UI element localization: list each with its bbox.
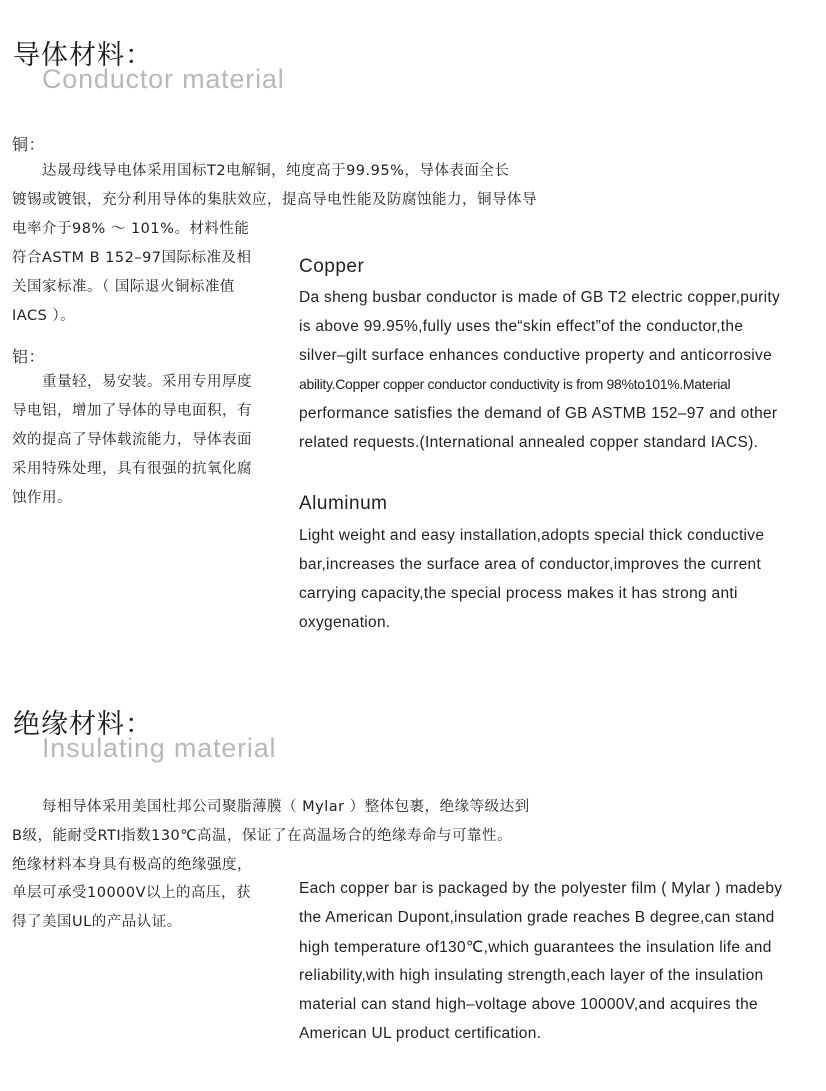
aluminum-en-line: bar,increases the surface area of conductor,improves the current bbox=[299, 556, 762, 573]
aluminum-cn-line: 采用特殊处理，具有很强的抗氧化腐 bbox=[12, 461, 252, 477]
insulating-en-line: reliability,with high insulating strength,each layer of the insulation bbox=[299, 967, 764, 984]
copper-cn-line: 电率介于98% ～ 101%。材料性能 bbox=[12, 221, 250, 237]
copper-en-line: is above 99.95%,fully uses the“skin effect”of the conductor,the bbox=[299, 318, 744, 335]
aluminum-cn-line: 效的提高了导体载流能力，导体表面 bbox=[12, 432, 252, 448]
insulating-en-line: the American Dupont,insulation grade reaches B degree,can stand bbox=[299, 909, 775, 926]
insulating-en-line: material can stand high–voltage above 10000V,and acquires the bbox=[299, 996, 758, 1013]
aluminum-heading-cn: 铝： bbox=[12, 347, 46, 366]
copper-cn-line: IACS ）。 bbox=[12, 308, 76, 324]
insulating-cn-line: 绝缘材料本身具有极高的绝缘强度， bbox=[12, 857, 252, 873]
copper-en-line: ability.Copper copper conductor conductivity is from 98%to101%.Material bbox=[299, 376, 731, 392]
aluminum-en-line: oxygenation. bbox=[299, 614, 391, 631]
conductor-title-cn: 导体材料： bbox=[13, 40, 153, 71]
insulating-title-en: Insulating material bbox=[42, 733, 277, 763]
aluminum-cn-line: 蚀作用。 bbox=[12, 490, 72, 506]
copper-en-line: silver–gilt surface enhances conductive property and anticorrosive bbox=[299, 347, 772, 364]
copper-cn-line: 镀锡或镀银，充分利用导体的集肤效应，提高导电性能及防腐蚀能力，铜导体导 bbox=[12, 192, 537, 208]
insulating-cn-line: 得了美国UL的产品认证。 bbox=[12, 914, 182, 930]
copper-heading-cn: 铜： bbox=[12, 135, 46, 154]
copper-en-line: performance satisfies the demand of GB ASTMB 152–97 and other bbox=[299, 405, 778, 422]
copper-en-line: Da sheng busbar conductor is made of GB T2 electric copper,purity bbox=[299, 289, 781, 306]
insulating-title-cn: 绝缘材料： bbox=[13, 709, 153, 740]
aluminum-heading-en: Aluminum bbox=[299, 493, 388, 514]
copper-cn-line: 符合ASTM B 152–97国际标准及相 bbox=[12, 250, 252, 266]
insulating-cn-line: 单层可承受10000V以上的高压，获 bbox=[12, 885, 252, 901]
aluminum-cn-line: 导电铝，增加了导体的导电面积，有 bbox=[12, 403, 252, 419]
insulating-en-line: Each copper bar is packaged by the polyester film ( Mylar ) madeby bbox=[299, 880, 783, 897]
conductor-title-en: Conductor material bbox=[42, 64, 285, 94]
insulating-cn-line: B级，能耐受RTI指数130℃高温，保证了在高温场合的绝缘寿命与可靠性。 bbox=[12, 828, 513, 844]
copper-en-line: related requests.(International annealed copper standard IACS). bbox=[299, 434, 759, 451]
insulating-en-line: American UL product certification. bbox=[299, 1025, 542, 1042]
copper-cn-line: 关国家标准。（ 国际退火铜标准值 bbox=[12, 279, 235, 295]
insulating-en-line: high temperature of130℃,which guarantees the insulation life and bbox=[299, 939, 772, 956]
insulating-cn-line: 每相导体采用美国杜邦公司聚脂薄膜（ Mylar ）整体包裹，绝缘等级达到 bbox=[42, 799, 530, 815]
aluminum-en-line: carrying capacity,the special process makes it has strong anti bbox=[299, 585, 738, 602]
copper-heading-en: Copper bbox=[299, 256, 365, 277]
copper-cn-line: 达晟母线导电体采用国标T2电解铜，纯度高于99.95%，导体表面全长 bbox=[42, 163, 510, 179]
aluminum-cn-line: 重量轻，易安装。采用专用厚度 bbox=[42, 374, 252, 390]
aluminum-en-line: Light weight and easy installation,adopts special thick conductive bbox=[299, 527, 765, 544]
